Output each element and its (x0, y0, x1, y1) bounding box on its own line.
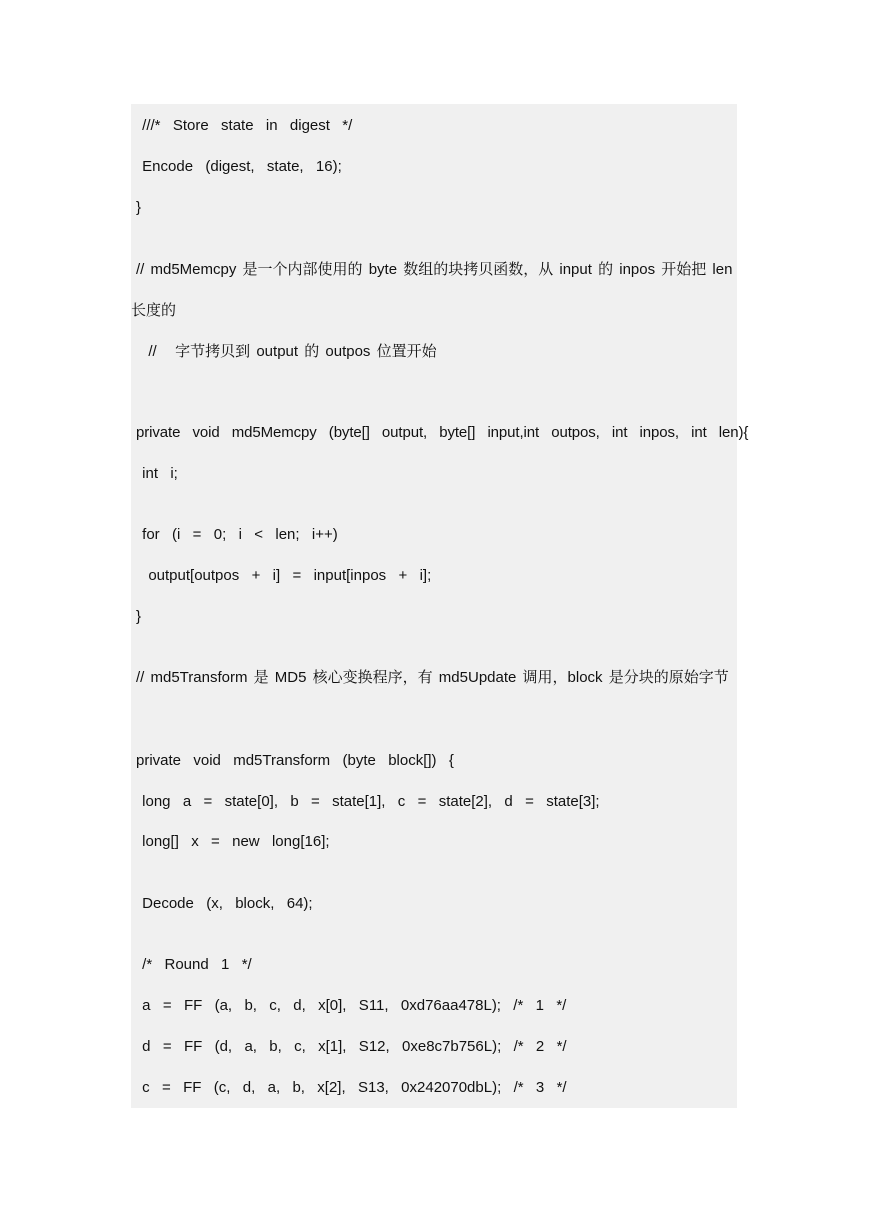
code-line: } (136, 199, 142, 216)
code-line: long a = state[0], b = state[1], c = state[2], d = state[3]; (136, 793, 600, 810)
code-line: output[outpos + i] = input[inpos + i]; (136, 567, 432, 584)
code-line: } (136, 608, 142, 625)
code-line: long[] x = new long[16]; (136, 833, 330, 850)
code-line: Encode (digest, state, 16); (136, 158, 342, 175)
code-line: d = FF (d, a, b, c, x[1], S12, 0xe8c7b756L); /* 2 */ (136, 1038, 567, 1055)
code-line: ///* Store state in digest */ (136, 117, 353, 134)
code-block (131, 104, 749, 1108)
code-line: private void md5Transform (byte block[]) { (136, 752, 454, 769)
code-line: c = FF (c, d, a, b, x[2], S13, 0x242070dbL); /* 3 */ (136, 1079, 567, 1096)
code-comment: // md5Memcpy 是一个内部使用的 byte 数组的块拷贝函数，从 input 的 inpos 开始把 len (136, 261, 733, 278)
code-line: for (i = 0; i < len; i++) (136, 526, 338, 543)
code-comment: // md5Transform 是 MD5 核心变换程序，有 md5Update 调用，block 是分块的原始字节 (136, 669, 729, 686)
code-comment: /* Round 1 */ (136, 956, 252, 973)
code-line: a = FF (a, b, c, d, x[0], S11, 0xd76aa478L); /* 1 */ (136, 997, 567, 1014)
code-line: Decode (x, block, 64); (136, 895, 313, 912)
code-comment: 长度的 (131, 302, 177, 319)
code-line: int i; (136, 465, 178, 482)
code-comment: // 字节拷贝到 output 的 outpos 位置开始 (136, 343, 437, 360)
code-line: private void md5Memcpy (byte[] output, byte[] input,int outpos, int inpos, int len){ (136, 424, 749, 441)
